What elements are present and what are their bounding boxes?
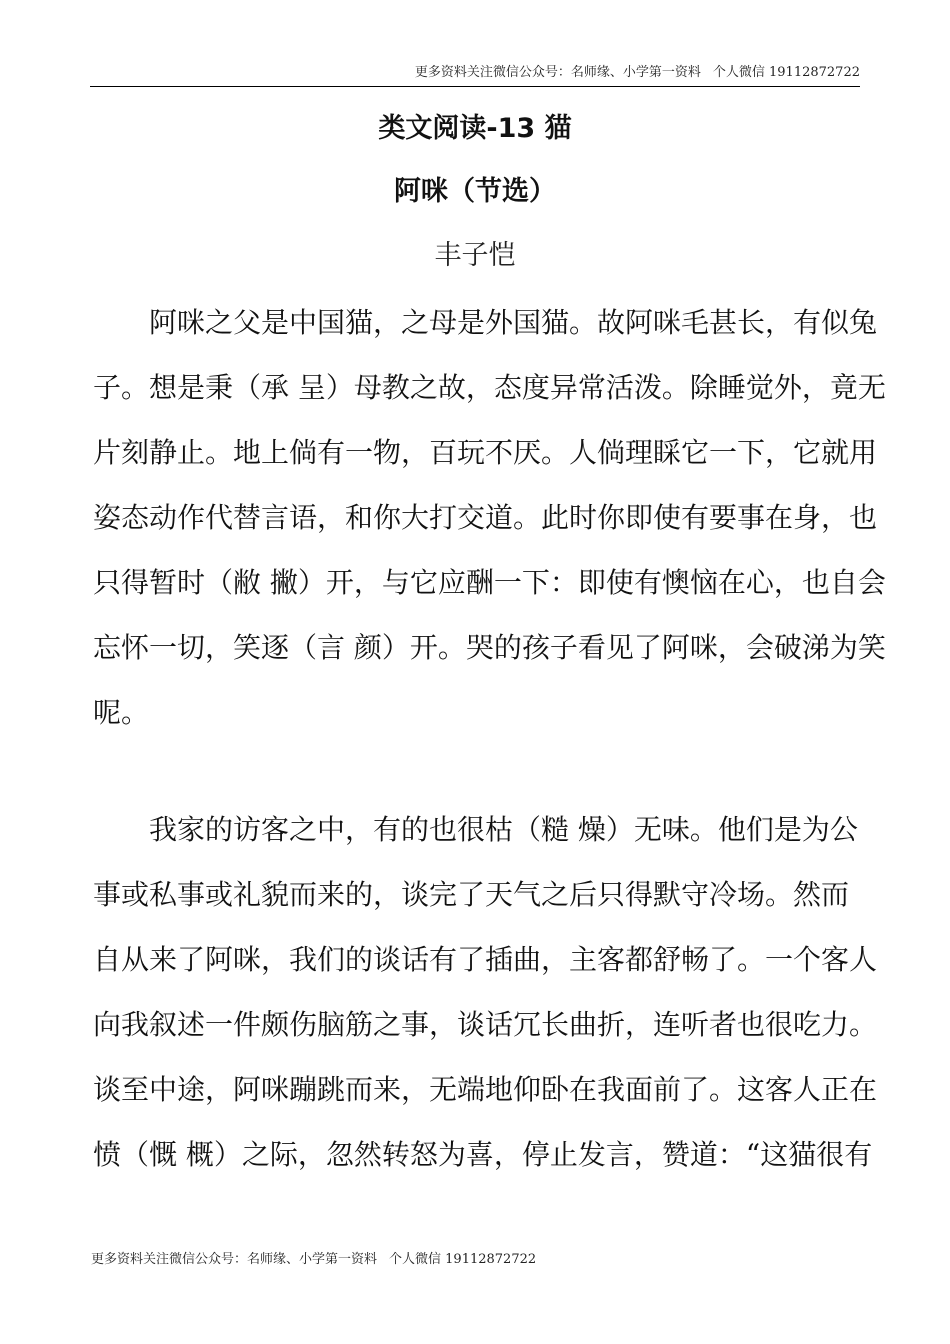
paragraph-2 xyxy=(93,797,878,1187)
text-line: 子。想是秉（承 呈）母教之故，态度异常活泼。除睡觉外，竟无 xyxy=(93,371,886,404)
text-line: 谈至中途，阿咪蹦跳而来，无端地仰卧在我面前了。这客人正在 xyxy=(93,1073,878,1106)
footer-wechat: 个人微信 19112872722 xyxy=(389,1252,537,1267)
text-line: 自从来了阿咪，我们的谈话有了插曲，主客都舒畅了。一个客人 xyxy=(93,943,878,976)
text-line: 呢。 xyxy=(93,696,150,729)
article-title: 阿咪（节选） xyxy=(394,176,556,207)
header-text: 更多资料关注微信公众号：名师缘、小学第一资料 xyxy=(414,65,701,80)
page-title: 类文阅读-13 猫 xyxy=(378,113,572,144)
text-line: 愤（慨 概）之际，忽然转怒为喜，停止发言，赞道：“这猫很有 xyxy=(93,1138,873,1171)
footer-text: 更多资料关注微信公众号：名师缘、小学第一资料 xyxy=(91,1252,378,1267)
paragraph-1 xyxy=(93,290,886,745)
text-line: 忘怀一切，笑逐（言 颜）开。哭的孩子看见了阿咪，会破涕为笑 xyxy=(93,631,886,664)
text-line: 片刻静止。地上倘有一物，百玩不厌。人倘理睬它一下，它就用 xyxy=(93,436,878,469)
page-header xyxy=(90,64,860,87)
header-wechat: 个人微信 19112872722 xyxy=(712,65,860,80)
page-footer xyxy=(91,1248,536,1267)
text-line: 阿咪之父是中国猫，之母是外国猫。故阿咪毛甚长，有似兔 xyxy=(149,306,878,339)
text-line: 姿态动作代替言语，和你大打交道。此时你即使有要事在身，也 xyxy=(93,501,878,534)
text-line: 向我叙述一件颇伤脑筋之事，谈话冗长曲折，连听者也很吃力。 xyxy=(93,1008,878,1041)
author-name: 丰子恺 xyxy=(434,240,516,271)
text-line: 只得暂时（敝 撇）开，与它应酬一下：即使有懊恼在心，也自会 xyxy=(93,566,886,599)
text-line: 我家的访客之中，有的也很枯（糙 燥）无味。他们是为公 xyxy=(149,813,858,846)
text-line: 事或私事或礼貌而来的，谈完了天气之后只得默守冷场。然而 xyxy=(93,878,850,911)
